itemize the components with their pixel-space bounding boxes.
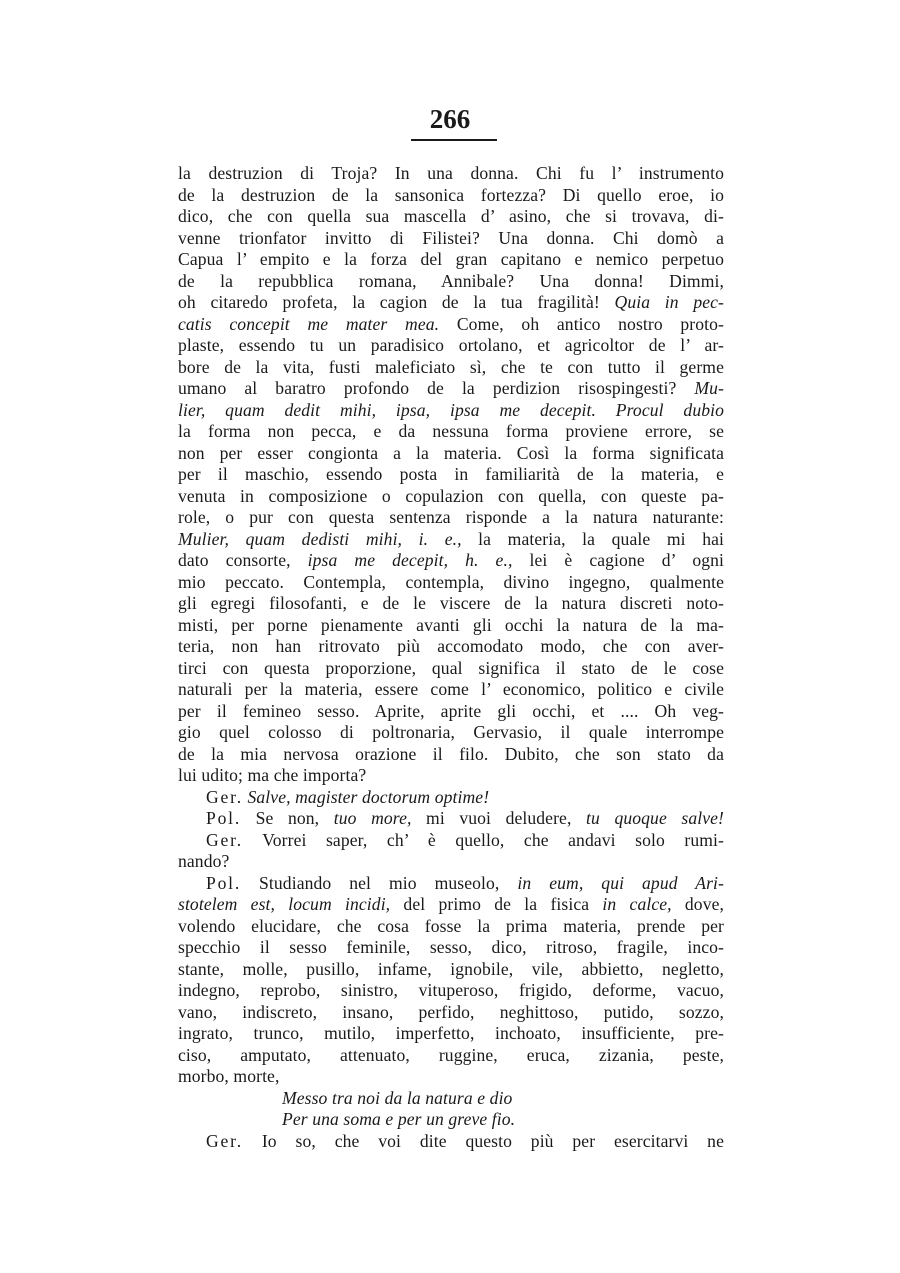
text-line: [178, 572, 724, 594]
text-line: [178, 980, 724, 1002]
text-segment: dico, che con quella sua mascella d’ asino, che si trovava, di-: [178, 206, 724, 226]
text-line: [178, 335, 724, 357]
speaker-label: Pol.: [206, 872, 242, 893]
text-segment: Io so, che voi dite questo più per esercitarvi ne: [243, 1130, 724, 1151]
text-line: [178, 185, 724, 207]
text-segment: stotelem est, locum incidi,: [178, 894, 391, 914]
text-line: [178, 636, 724, 658]
body-text: [178, 163, 724, 1152]
text-segment: la materia, la quale mi hai: [461, 528, 724, 549]
text-line: [178, 1088, 724, 1110]
text-segment: role, o pur con questa sentenza risponde a la natura naturante:: [178, 507, 724, 527]
text-line: [178, 529, 724, 551]
text-segment: la forma non pecca, e da nessuna forma proviene errore, se: [178, 421, 724, 441]
text-segment: Vorrei saper, ch’ è quello, che andavi solo rumi-: [243, 829, 724, 850]
text-segment: Capua l’ empito e la forza del gran capitano e nemico perpetuo: [178, 249, 724, 269]
speaker-label: Ger.: [206, 1130, 244, 1151]
text-line: [178, 615, 724, 637]
text-line: [178, 292, 724, 314]
text-segment: non per esser congionta a la materia. Così la forma significata: [178, 442, 724, 463]
text-line: [178, 787, 724, 809]
text-line: [178, 163, 724, 185]
text-segment: de la mia nervosa orazione il filo. Dubito, che son stato da: [178, 743, 724, 764]
text-line: [178, 1023, 724, 1045]
text-segment: volendo elucidare, che cosa fosse la prima materia, prende per: [178, 915, 724, 936]
text-segment: teria, non han ritrovato più accomodato modo, che con aver-: [178, 636, 724, 656]
text-line: [178, 464, 724, 486]
text-line: [178, 658, 724, 680]
text-segment: morbo, morte,: [178, 1066, 280, 1086]
text-segment: bore de la vita, fusti maleficiato sì, che te con tutto il germe: [178, 356, 724, 377]
text-line: [178, 722, 724, 744]
text-line: [178, 744, 724, 766]
text-line: [178, 937, 724, 959]
text-segment: in eum, qui apud Ari-: [517, 872, 724, 893]
text-segment: dato consorte,: [178, 550, 308, 570]
text-segment: Mu-: [694, 378, 724, 398]
page-number: 266: [429, 104, 471, 134]
text-line: [178, 851, 724, 873]
text-segment: dove,: [671, 894, 725, 914]
text-segment: lei è cagione d’ ogni: [512, 550, 725, 570]
text-segment: oh citaredo profeta, la cagion de la tua fragilità!: [178, 292, 615, 312]
text-segment: ciso, amputato, attenuato, ruggine, eruca, zizania, peste,: [178, 1044, 724, 1065]
text-line: [178, 916, 724, 938]
text-segment: indegno, reprobo, sinistro, vituperoso, frigido, deforme, vacuo,: [178, 980, 724, 1000]
text-segment: vano, indiscreto, insano, perfido, neghittoso, putido, sozzo,: [178, 1001, 724, 1022]
text-line: [178, 1002, 724, 1024]
text-line: [178, 808, 724, 830]
text-line: [178, 271, 724, 293]
text-line: [178, 206, 724, 228]
text-line: [178, 701, 724, 723]
text-segment: lui udito; ma che importa?: [178, 765, 367, 785]
text-segment: Se non,: [241, 808, 334, 828]
speaker-label: Ger.: [206, 786, 244, 807]
text-segment: venne trionfator invitto di Filistei? Una donna. Chi domò a: [178, 227, 724, 248]
text-line: [178, 873, 724, 895]
text-segment: ingrato, trunco, mutilo, imperfetto, inchoato, insufficiente, pre-: [178, 1023, 724, 1043]
text-segment: in calce,: [602, 894, 672, 914]
text-line: [178, 486, 724, 508]
text-segment: catis concepit me mater mea.: [178, 313, 440, 334]
text-segment: misti, per porne pienamente avanti gli occhi la natura de la ma-: [178, 614, 724, 635]
text-line: [178, 507, 724, 529]
text-segment: tu quoque salve!: [586, 808, 725, 828]
text-segment: la destruzion di Troja? In una donna. Chi fu l’ instrumento: [178, 163, 724, 183]
text-segment: mio peccato. Contempla, contempla, divino ingegno, qualmente: [178, 571, 724, 592]
text-segment: de la destruzion de la sansonica fortezza? Di quello eroe, io: [178, 184, 724, 205]
text-line: [178, 1131, 724, 1153]
text-segment: Studiando nel mio museolo,: [241, 872, 518, 893]
text-line: [178, 249, 724, 271]
text-segment: Salve, magister doctorum optime!: [247, 786, 490, 807]
text-segment: Messo tra noi da la natura e dio: [282, 1087, 513, 1108]
text-segment: Come, oh antico nostro proto-: [439, 313, 724, 334]
text-segment: per il maschio, essendo posta in familiarità de la materia, e: [178, 464, 724, 484]
text-segment: de la repubblica romana, Annibale? Una donna! Dimmi,: [178, 270, 724, 291]
text-segment: nando?: [178, 851, 230, 871]
text-segment: venuta in composizione o copulazion con quella, con queste pa-: [178, 485, 724, 506]
text-line: [178, 830, 724, 852]
speaker-label: Ger.: [206, 829, 244, 850]
text-segment: tuo more,: [333, 808, 412, 828]
text-line: [178, 1045, 724, 1067]
text-line: [178, 421, 724, 443]
text-line: [178, 400, 724, 422]
text-line: [178, 378, 724, 400]
text-segment: gli egregi filosofanti, e de le viscere de la natura discreti noto-: [178, 593, 724, 613]
text-segment: ipsa me decepit, h. e.,: [307, 550, 513, 570]
text-line: [178, 550, 724, 572]
text-line: [178, 679, 724, 701]
text-line: [178, 314, 724, 336]
text-segment: tirci con questa proporzione, qual significa il stato de le cose: [178, 657, 724, 678]
text-segment: del primo de la fisica: [390, 894, 603, 914]
text-line: [178, 1066, 724, 1088]
text-segment: stante, molle, pusillo, infame, ignobile, vile, abbietto, negletto,: [178, 958, 724, 979]
text-segment: naturali per la materia, essere come l’ economico, politico e civile: [178, 679, 724, 699]
text-line: [178, 765, 724, 787]
text-segment: Mulier, quam dedisti mihi, i. e.,: [178, 528, 462, 549]
header-rule: [411, 139, 497, 141]
text-line: [178, 593, 724, 615]
text-segment: gio quel colosso di poltronaria, Gervasio, il quale interrompe: [178, 722, 724, 742]
text-segment: specchio il sesso feminile, sesso, dico, ritroso, fragile, inco-: [178, 937, 724, 957]
text-segment: umano al baratro profondo de la perdizion risospingesti?: [178, 378, 695, 398]
text-segment: Per una soma e per un greve fio.: [282, 1109, 516, 1129]
text-line: [178, 959, 724, 981]
text-line: [178, 894, 724, 916]
text-segment: plaste, essendo tu un paradisico ortolano, et agricoltor de l’ ar-: [178, 335, 724, 355]
text-line: [178, 443, 724, 465]
text-segment: lier, quam dedit mihi, ipsa, ipsa me decepit. Procul dubio: [178, 399, 724, 420]
text-segment: mi vuoi deludere,: [411, 808, 587, 828]
speaker-label: Pol.: [206, 808, 242, 828]
text-line: [178, 357, 724, 379]
text-line: [178, 1109, 724, 1131]
text-line: [178, 228, 724, 250]
text-segment: per il femineo sesso. Aprite, aprite gli occhi, et .... Oh veg-: [178, 700, 724, 721]
text-segment: Quia in pec-: [614, 292, 724, 312]
